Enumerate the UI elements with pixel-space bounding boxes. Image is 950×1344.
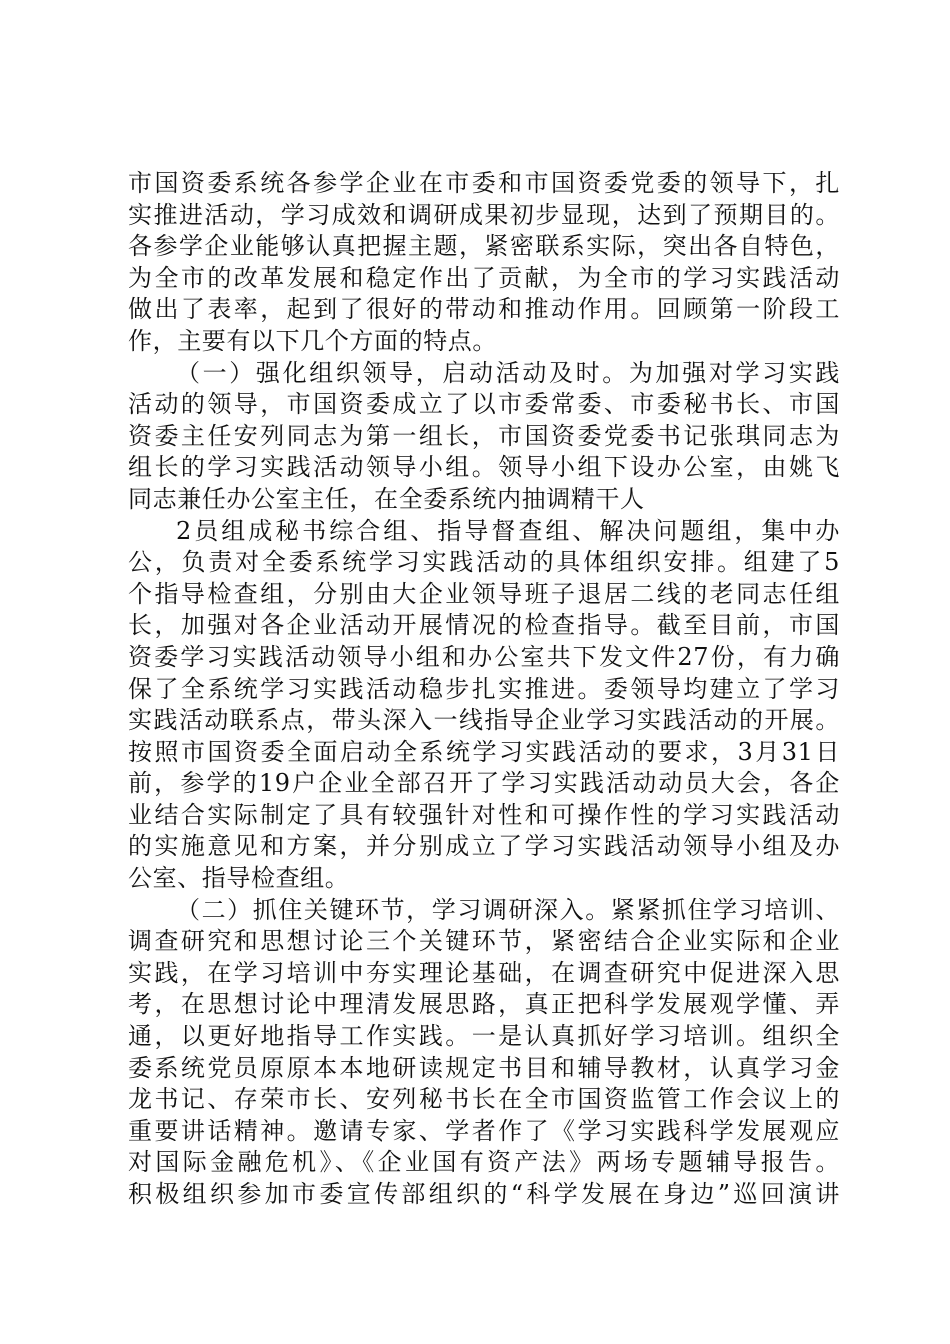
text-line: 调查研究和思想讨论三个关键环节，紧密结合企业实际和企业 — [128, 927, 840, 956]
text-line: 通，以更好地指导工作实践。一是认真抓好学习培训。组织全 — [128, 1022, 840, 1051]
text-line: 对国际金融危机》、《企业国有资产法》两场专题辅导报告。 — [128, 1148, 840, 1177]
text-line: 作，主要有以下几个方面的特点。 — [128, 326, 497, 355]
text-line: 同志兼任办公室主任，在全委系统内抽调精干人 — [128, 484, 645, 513]
text-line: 做出了表率，起到了很好的带动和推动作用。回顾第一阶段工 — [128, 295, 840, 324]
text-line: 资委主任安列同志为第一组长，市国资委党委书记张琪同志为 — [128, 421, 840, 450]
text-line: 实践活动联系点，带头深入一线指导企业学习实践活动的开展。 — [128, 706, 840, 735]
text-line: 各参学企业能够认真把握主题，紧密联系实际，突出各自特色， — [128, 232, 840, 261]
text-line: 实践，在学习培训中夯实理论基础，在调查研究中促进深入思 — [128, 958, 840, 987]
text-line: （一）强化组织领导，启动活动及时。为加强对学习实践 — [176, 358, 840, 387]
text-line: 实推进活动，学习成效和调研成果初步显现，达到了预期目的。 — [128, 200, 840, 229]
text-line: 委系统党员原原本本地研读规定书目和辅导教材，认真学习金 — [128, 1053, 840, 1082]
text-line: 保了全系统学习实践活动稳步扎实推进。委领导均建立了学习 — [128, 674, 840, 703]
text-line: 重要讲话精神。邀请专家、学者作了《学习实践科学发展观应 — [128, 1116, 840, 1145]
text-line: 积极组织参加市委宣传部组织的“科学发展在身边”巡回演讲 — [128, 1180, 840, 1208]
text-line: 龙书记、存荣市长、安列秘书长在全市国资监管工作会议上的 — [128, 1085, 840, 1114]
text-line: 2员组成秘书综合组、指导督查组、解决问题组，集中办 — [176, 516, 840, 545]
text-line: （二）抓住关键环节，学习调研深入。紧紧抓住学习培训、 — [176, 895, 840, 924]
text-line: 组长的学习实践活动领导小组。领导小组下设办公室，由姚飞 — [128, 453, 840, 482]
text-line: 长，加强对各企业活动开展情况的检查指导。截至目前，市国 — [128, 611, 840, 640]
text-line: 公室、指导检查组。 — [128, 864, 350, 893]
text-line: 活动的领导，市国资委成立了以市委常委、市委秘书长、市国 — [128, 390, 840, 419]
text-line: 考，在思想讨论中理清发展思路，真正把科学发展观学懂、弄 — [128, 990, 840, 1019]
text-line: 业结合实际制定了具有较强针对性和可操作性的学习实践活动 — [128, 800, 840, 829]
document-page — [128, 168, 840, 1211]
text-line: 前，参学的19户企业全部召开了学习实践活动动员大会，各企 — [128, 769, 840, 798]
text-line: 为全市的改革发展和稳定作出了贡献，为全市的学习实践活动 — [128, 263, 840, 292]
text-line: 市国资委系统各参学企业在市委和市国资委党委的领导下，扎 — [128, 169, 840, 197]
text-line: 资委学习实践活动领导小组和办公室共下发文件27份，有力确 — [128, 642, 840, 671]
text-line: 公，负责对全委系统学习实践活动的具体组织安排。组建了5 — [128, 548, 840, 577]
text-line: 按照市国资委全面启动全系统学习实践活动的要求，3月31日 — [128, 737, 840, 766]
text-line: 个指导检查组，分别由大企业领导班子退居二线的老同志任组 — [128, 579, 840, 608]
text-line: 的实施意见和方案，并分别成立了学习实践活动领导小组及办 — [128, 832, 840, 861]
